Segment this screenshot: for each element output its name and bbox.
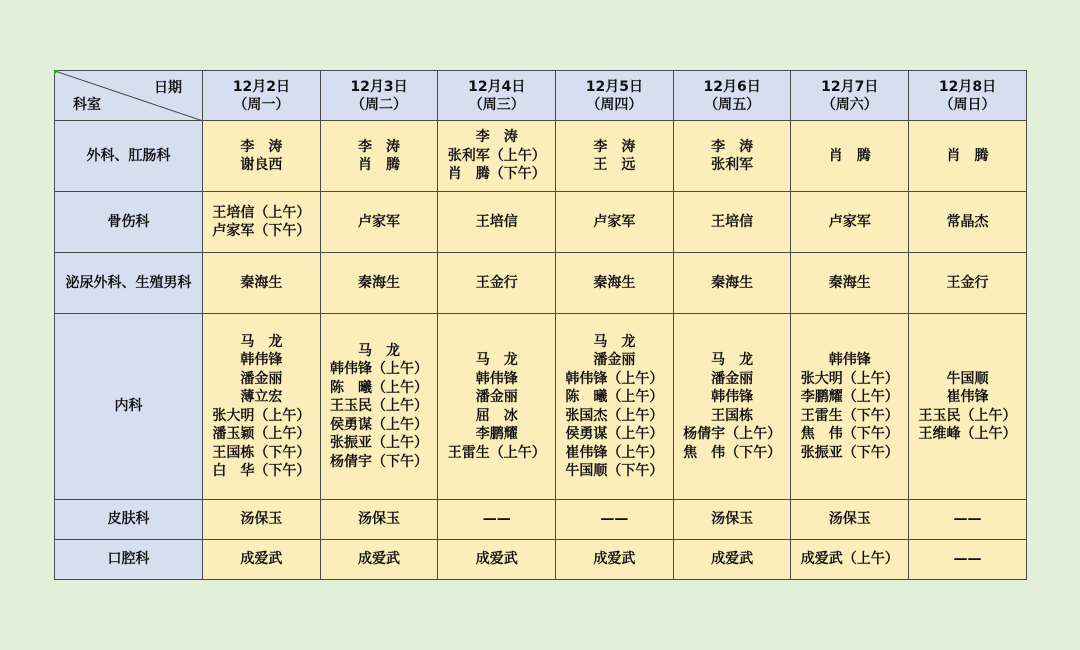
duty-cell-lines: [829, 510, 871, 529]
duty-cell-lines: [683, 351, 781, 462]
duty-cell-lines: [953, 510, 981, 529]
doctor-name: 王雷生（下午）: [800, 407, 899, 424]
doctor-name: 潘金丽: [593, 352, 636, 368]
doctor-name: ——: [600, 511, 629, 528]
day-date: 12月8日: [938, 78, 997, 95]
duty-cell-lines: [829, 147, 871, 166]
doctor-name: 王 远: [593, 157, 636, 173]
doctor-name: 李 涛: [593, 138, 636, 155]
doctor-name: 马 龙: [475, 352, 518, 368]
doctor-name: 潘金丽: [475, 389, 518, 405]
doctor-name: 牛国顺（下午）: [565, 463, 664, 479]
department-name: 口腔科: [55, 540, 203, 580]
doctor-name: 卢家军: [828, 213, 871, 230]
doctor-name: 张大明（上午）: [800, 370, 899, 387]
duty-cell-lines: [330, 342, 428, 472]
doctor-name: 韩伟锋: [240, 352, 283, 368]
doctor-name: 王培信（上午）: [212, 204, 311, 221]
doctor-name: 常晶杰: [946, 213, 989, 230]
doctor-name: 肖 腾: [828, 147, 871, 164]
duty-cell: [909, 253, 1027, 314]
duty-cell: [673, 192, 791, 253]
duty-cell-lines: [240, 550, 282, 569]
doctor-name: 秦海生: [711, 274, 754, 291]
day-weekday: （周日）: [939, 96, 996, 113]
doctor-name: 李 涛: [240, 138, 283, 155]
department-row: [55, 121, 1027, 192]
duty-cell-lines: [240, 138, 282, 175]
doctor-name: 秦海生: [593, 274, 636, 291]
doctor-name: ——: [482, 511, 511, 528]
duty-cell: [320, 192, 438, 253]
doctor-name: 马 龙: [240, 333, 283, 350]
doctor-name: ——: [953, 511, 982, 528]
day-date: 12月7日: [821, 78, 879, 95]
duty-cell-lines: [953, 550, 981, 569]
duty-cell: [203, 540, 321, 580]
doctor-name: 张大明（上午）: [212, 407, 311, 424]
doctor-name: 张利军: [711, 157, 754, 173]
duty-cell: [203, 192, 321, 253]
duty-cell: [791, 540, 909, 580]
doctor-name: 卢家军: [593, 213, 636, 230]
doctor-name: 焦 伟（下午）: [800, 426, 899, 442]
duty-cell: [438, 314, 556, 500]
day-weekday: （周四）: [586, 96, 643, 113]
day-date: 12月3日: [350, 78, 408, 95]
department-name: 外科、肛肠科: [55, 121, 203, 192]
doctor-name: 肖 腾: [946, 147, 989, 164]
day-header: [203, 71, 321, 121]
duty-cell: [673, 500, 791, 540]
duty-cell: [203, 121, 321, 192]
doctor-name: 李鹏耀: [475, 426, 518, 442]
duty-cell-lines: [711, 274, 753, 293]
duty-cell: [673, 314, 791, 500]
doctor-name: 韩伟锋: [475, 370, 518, 387]
doctor-name: 崔伟锋: [946, 389, 989, 405]
doctor-name: 肖 腾: [358, 157, 401, 173]
department-row: [55, 314, 1027, 500]
duty-cell-lines: [711, 550, 753, 569]
duty-cell: [791, 121, 909, 192]
duty-cell-lines: [711, 510, 753, 529]
doctor-name: 侯勇谋（上午）: [565, 426, 664, 442]
duty-cell-lines: [593, 138, 635, 175]
schedule-container: [54, 70, 1026, 580]
doctor-name: 卢家军（下午）: [212, 223, 311, 239]
duty-cell: [909, 500, 1027, 540]
day-date: 12月4日: [468, 78, 526, 95]
duty-cell: [556, 314, 674, 500]
duty-cell-lines: [946, 213, 988, 232]
duty-cell: [909, 192, 1027, 253]
duty-cell-lines: [358, 510, 400, 529]
doctor-name: 杨倩宇（上午）: [683, 426, 782, 442]
doctor-name: 马 龙: [593, 333, 636, 350]
corner-dept-label: 科室: [73, 96, 101, 113]
doctor-name: 成爱武: [593, 551, 636, 568]
doctor-name: 屈 冰: [475, 407, 518, 424]
doctor-name: ——: [953, 551, 982, 568]
doctor-name: 王金行: [475, 274, 518, 291]
doctor-name: 李鹏耀（上午）: [800, 389, 899, 405]
duty-cell-lines: [918, 370, 1016, 444]
duty-cell: [909, 540, 1027, 580]
day-weekday: （周二）: [351, 96, 408, 113]
doctor-name: 李 涛: [358, 138, 401, 155]
duty-cell-lines: [801, 351, 899, 462]
doctor-name: 薄立宏: [240, 389, 283, 405]
doctor-name: 王玉民（上午）: [918, 407, 1017, 424]
duty-cell: [556, 540, 674, 580]
doctor-name: 成爱武: [475, 551, 518, 568]
doctor-name: 崔伟锋（上午）: [565, 444, 664, 461]
department-name: 骨伤科: [55, 192, 203, 253]
duty-cell-lines: [711, 138, 753, 175]
department-row: [55, 500, 1027, 540]
doctor-name: 王雷生（上午）: [447, 444, 546, 461]
corner-header-cell: [55, 71, 203, 121]
duty-cell-lines: [476, 274, 518, 293]
duty-cell-lines: [829, 213, 871, 232]
duty-cell-lines: [483, 510, 511, 529]
doctor-name: 张振亚（上午）: [330, 435, 429, 452]
duty-cell: [556, 253, 674, 314]
duty-cell: [556, 121, 674, 192]
department-name: 皮肤科: [55, 500, 203, 540]
doctor-name: 谢良西: [240, 157, 283, 173]
doctor-name: 侯勇谋（上午）: [330, 416, 429, 433]
duty-cell: [791, 314, 909, 500]
duty-cell: [320, 314, 438, 500]
duty-cell-lines: [358, 274, 400, 293]
duty-cell-lines: [240, 274, 282, 293]
doctor-name: 陈 曦（上午）: [565, 389, 664, 405]
day-header: [909, 71, 1027, 121]
doctor-name: 秦海生: [240, 274, 283, 291]
department-row: [55, 540, 1027, 580]
duty-cell: [203, 314, 321, 500]
duty-cell: [438, 121, 556, 192]
day-weekday: （周六）: [821, 96, 878, 113]
duty-cell: [673, 121, 791, 192]
duty-cell-lines: [358, 550, 400, 569]
doctor-name: 王培信: [711, 213, 754, 230]
duty-cell-lines: [946, 274, 988, 293]
doctor-name: 秦海生: [828, 274, 871, 291]
doctor-name: 潘玉颖（上午）: [212, 426, 311, 442]
duty-cell-lines: [593, 274, 635, 293]
doctor-name: 卢家军: [358, 213, 401, 230]
duty-cell: [320, 500, 438, 540]
header-row: [55, 71, 1027, 121]
doctor-name: 王国栋（下午）: [212, 444, 311, 461]
duty-cell: [320, 121, 438, 192]
doctor-name: 肖 腾（下午）: [447, 166, 546, 183]
doctor-name: 王维峰（上午）: [918, 426, 1017, 442]
doctor-name: 张利军（上午）: [447, 147, 546, 164]
schedule-body: [55, 121, 1027, 580]
duty-cell-lines: [801, 550, 899, 569]
day-weekday: （周三）: [468, 96, 525, 113]
doctor-name: 汤保玉: [358, 511, 401, 528]
corner-date-label: 日期: [154, 80, 182, 96]
doctor-name: 王国栋: [711, 407, 754, 424]
doctor-name: 李 涛: [475, 129, 518, 146]
day-weekday: （周五）: [704, 96, 761, 113]
duty-cell-lines: [212, 333, 310, 481]
duty-cell-lines: [358, 213, 400, 232]
duty-cell: [203, 253, 321, 314]
corner-marker: [54, 70, 59, 75]
doctor-name: 韩伟锋（上午）: [565, 370, 664, 387]
duty-cell-lines: [711, 213, 753, 232]
duty-cell: [320, 540, 438, 580]
doctor-name: 张国杰（上午）: [565, 407, 664, 424]
duty-cell-lines: [476, 213, 518, 232]
duty-cell: [791, 253, 909, 314]
doctor-name: 杨倩宇（下午）: [330, 453, 429, 470]
duty-cell: [791, 192, 909, 253]
doctor-name: 汤保玉: [711, 511, 754, 528]
department-name: 内科: [55, 314, 203, 500]
doctor-name: 韩伟锋: [711, 389, 754, 405]
day-header: [791, 71, 909, 121]
duty-cell-lines: [593, 213, 635, 232]
day-date: 12月2日: [232, 78, 290, 95]
department-name: 泌尿外科、生殖男科: [55, 253, 203, 314]
doctor-name: 王金行: [946, 274, 989, 291]
department-row: [55, 253, 1027, 314]
doctor-name: 潘金丽: [240, 370, 283, 387]
duty-cell: [556, 192, 674, 253]
doctor-name: 韩伟锋: [828, 352, 871, 368]
duty-cell: [556, 500, 674, 540]
doctor-name: 汤保玉: [240, 511, 283, 528]
duty-schedule-table: [54, 70, 1027, 580]
day-weekday: （周一）: [233, 96, 290, 113]
day-date: 12月6日: [703, 78, 761, 95]
department-row: [55, 192, 1027, 253]
duty-cell: [438, 253, 556, 314]
duty-cell-lines: [593, 550, 635, 569]
doctor-name: 王培信: [475, 213, 518, 230]
duty-cell-lines: [212, 204, 310, 241]
doctor-name: 秦海生: [358, 274, 401, 291]
doctor-name: 李 涛: [711, 138, 754, 155]
duty-cell-lines: [476, 550, 518, 569]
doctor-name: 焦 伟（下午）: [683, 444, 782, 461]
doctor-name: 成爱武（上午）: [800, 551, 899, 568]
duty-cell-lines: [600, 510, 628, 529]
duty-cell-lines: [829, 274, 871, 293]
doctor-name: 成爱武: [358, 551, 401, 568]
duty-cell-lines: [565, 333, 663, 481]
duty-cell: [909, 314, 1027, 500]
duty-cell: [203, 500, 321, 540]
duty-cell-lines: [448, 351, 546, 462]
doctor-name: 张振亚（下午）: [800, 444, 899, 461]
duty-cell: [438, 192, 556, 253]
duty-cell-lines: [240, 510, 282, 529]
doctor-name: 潘金丽: [711, 370, 754, 387]
day-header: [673, 71, 791, 121]
doctor-name: 马 龙: [358, 342, 401, 359]
duty-cell: [673, 253, 791, 314]
duty-cell: [673, 540, 791, 580]
doctor-name: 马 龙: [711, 352, 754, 368]
duty-cell: [320, 253, 438, 314]
day-header: [556, 71, 674, 121]
day-header: [438, 71, 556, 121]
doctor-name: 汤保玉: [828, 511, 871, 528]
doctor-name: 牛国顺: [946, 370, 989, 387]
doctor-name: 陈 曦（上午）: [330, 379, 429, 396]
doctor-name: 韩伟锋（上午）: [330, 361, 429, 378]
duty-cell-lines: [358, 138, 400, 175]
duty-cell-lines: [448, 128, 546, 184]
duty-cell: [909, 121, 1027, 192]
doctor-name: 成爱武: [711, 551, 754, 568]
doctor-name: 白 华（下午）: [212, 463, 311, 479]
day-header: [320, 71, 438, 121]
doctor-name: 王玉民（上午）: [330, 398, 429, 415]
duty-cell-lines: [946, 147, 988, 166]
duty-cell: [438, 540, 556, 580]
duty-cell: [791, 500, 909, 540]
day-date: 12月5日: [585, 78, 644, 95]
doctor-name: 成爱武: [240, 551, 283, 568]
duty-cell: [438, 500, 556, 540]
